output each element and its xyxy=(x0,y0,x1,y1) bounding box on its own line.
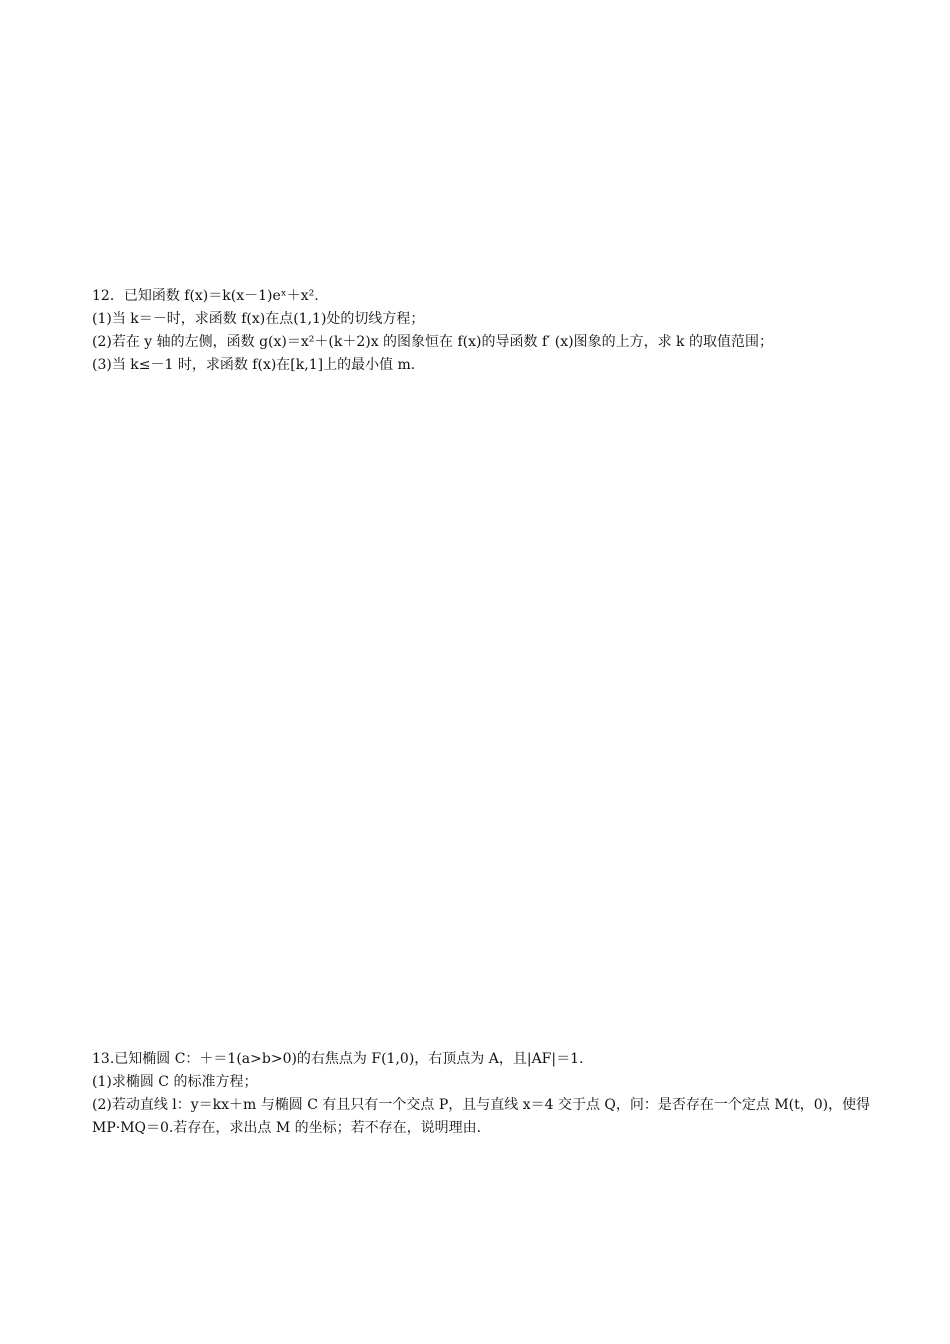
problem-12-stem: 12．已知函数 f(x)＝k(x－1)eˣ＋x². xyxy=(92,288,319,304)
problem-13-stem: 13.已知椭圆 C：＋＝1(a>b>0)的右焦点为 F(1,0)，右顶点为 A，且|AF|＝1. xyxy=(92,1051,584,1067)
problem-12-part-1: (1)当 k＝－时，求函数 f(x)在点(1,1)处的切线方程； xyxy=(92,311,425,327)
problem-12 xyxy=(92,285,872,377)
problem-13-part-1: (1)求椭圆 C 的标准方程； xyxy=(92,1074,258,1090)
problem-12-part-2: (2)若在 y 轴的左侧，函数 g(x)＝x²＋(k＋2)x 的图象恒在 f(x)的导函数 f′ (x)图象的上方，求 k 的取值范围； xyxy=(92,334,773,350)
problem-13-part-2: (2)若动直线 l：y＝kx＋m 与椭圆 C 有且只有一个交点 P，且与直线 x＝4 交于点 Q，问：是否存在一个定点 M(t，0)，使得MP·MQ＝0.若存在，求出点 M 的坐标；若不存在，说明理由. xyxy=(92,1097,871,1136)
problem-13 xyxy=(92,1048,872,1140)
problem-12-part-3: (3)当 k≤－1 时，求函数 f(x)在[k,1]上的最小值 m. xyxy=(92,357,416,373)
